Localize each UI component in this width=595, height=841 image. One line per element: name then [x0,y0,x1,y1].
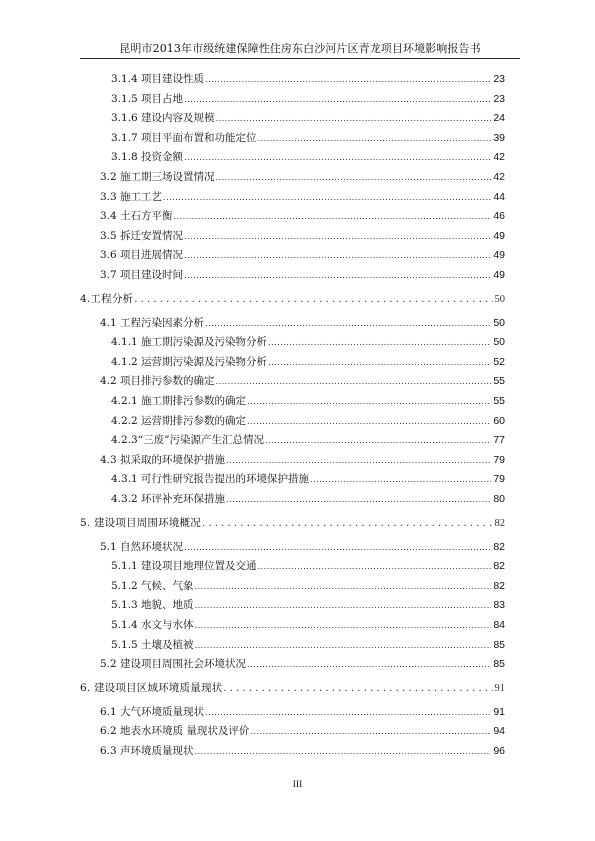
toc-entry-label: 3.7 项目建设时间 [100,269,184,281]
toc-leader-dots [184,268,491,284]
toc-entry-page: 24 [493,112,505,125]
toc-entry-page: 46 [493,210,505,223]
toc-entry-page: 23 [493,73,505,85]
toc-entry-label: 6.2 地表水环境质 量现状及评价 [100,725,250,738]
toc-entry-page: 83 [493,599,505,612]
toc-entry-label: 4.1 工程污染因素分析 [100,316,205,329]
toc-entry-page: 49 [493,249,505,262]
toc-entry[interactable] [111,558,505,574]
toc-entry[interactable] [80,291,505,307]
toc-entry-page: 50 [493,336,505,349]
toc-entry[interactable] [100,704,505,720]
toc-entry[interactable] [111,413,505,429]
toc-entry[interactable] [100,743,505,759]
toc-entry-page: 79 [493,453,505,466]
toc-leader-dots [184,92,491,108]
toc-entry[interactable] [100,247,505,263]
toc-entry-label: 5.1 自然环境状况 [100,540,184,553]
toc-leader-dots [258,559,492,575]
toc-entry[interactable] [100,723,505,739]
toc-entry[interactable] [111,110,505,126]
toc-leader-dots [163,190,491,206]
toc-entry-label: 4.3.2 环评补充环保措施 [111,493,226,505]
toc-leader-dots [226,492,491,508]
toc-entry-page: 82 [493,560,505,573]
toc-entry-label: 5.1.1 建设项目地理位置及交通 [111,560,257,573]
toc-entry[interactable] [80,680,505,696]
toc-entry-label: 5.1.4 水文与水体 [111,619,194,631]
toc-entry-page: 50 [494,293,505,305]
toc-leader-dots [216,111,492,127]
toc-entry-page: 55 [493,395,505,407]
toc-entry-label: 4.2.3“三废”污染源产生汇总情况 [111,434,264,447]
toc-entry-page: 23 [493,92,505,105]
toc-leader-dots [310,472,491,488]
toc-entry[interactable] [111,617,505,633]
toc-entry[interactable] [100,373,505,389]
toc-entry-label: 3.1.6 建设内容及规模 [111,112,215,125]
toc-entry-page: 60 [493,414,505,427]
toc-entry-page: 42 [493,171,505,183]
toc-entry[interactable] [100,208,505,224]
toc-entry-page: 79 [493,473,505,486]
toc-entry-page: 94 [493,725,505,738]
toc-entry[interactable] [111,71,505,87]
page-number: III [292,780,303,790]
toc-leader-dots [174,209,492,225]
running-header: 昆明市2013年市级统建保障性住房东白沙河片区青龙项目环境影响报告书 [119,42,481,55]
toc-entry-label: 3.1.5 项目占地 [111,92,184,105]
toc-leader-dots [184,150,491,166]
toc-entry-page: 85 [493,638,505,651]
toc-entry[interactable] [111,471,505,487]
toc-leader-dots [216,170,492,186]
toc-entry-page: 96 [493,745,505,757]
toc-entry[interactable] [111,597,505,613]
toc-entry[interactable] [111,578,505,594]
toc-leader-dots [184,229,491,245]
header-rule [80,58,520,59]
toc-entry-label: 3.1.7 项目平面布置和功能定位 [111,131,257,144]
toc-entry-page: 82 [493,540,505,553]
toc-entry-label: 3.5 拆迁安置情况 [100,229,184,242]
toc-leader-dots [226,453,491,469]
toc-entry[interactable] [100,189,505,205]
toc-entry[interactable] [111,91,505,107]
toc-entry[interactable] [111,130,505,146]
toc-entry-page: 49 [493,269,505,281]
toc-leader-dots [258,131,492,147]
toc-entry[interactable] [100,169,505,185]
toc-entry[interactable] [100,315,505,331]
toc-entry[interactable] [111,149,505,165]
toc-leader-dots [247,414,491,430]
toc-entry-label: 5. 建设项目周围环境概况 [80,516,201,529]
toc-leader-dots [184,248,491,264]
toc-entry-page: 39 [493,131,505,144]
toc-entry[interactable] [111,334,505,350]
toc-entry[interactable] [100,656,505,672]
toc-entry-label: 4.工程分析 [80,292,134,305]
toc-entry[interactable] [100,452,505,468]
toc-entry-label: 5.1.2 气候、气象 [111,579,194,592]
toc-entry[interactable] [80,515,505,531]
toc-entry-label: 3.1.4 项目建设性质 [111,73,205,85]
toc-entry[interactable] [111,354,505,370]
toc-entry-page: 80 [493,493,505,505]
toc-leader-dots [205,72,491,88]
toc-entry-label: 3.1.8 投资金额 [111,151,184,164]
toc-entry[interactable] [100,267,505,283]
toc-leader-dots [195,579,492,595]
toc-leader-dots [223,681,492,697]
toc-entry-label: 3.6 项目进展情况 [100,249,184,262]
toc-leader-dots [268,335,491,351]
toc-entry-label: 3.4 土石方平衡 [100,210,173,223]
toc-entry-page: 55 [493,375,505,388]
toc-entry-page: 42 [493,151,505,164]
toc-entry-label: 4.2 项目排污参数的确定 [100,375,215,388]
toc-entry-page: 91 [494,682,505,694]
toc-entry-page: 91 [493,705,505,718]
toc-entry[interactable] [111,491,505,507]
toc-leader-dots [247,394,491,410]
toc-leader-dots [184,540,491,556]
toc-leader-dots [195,598,492,614]
toc-entry-label: 5.1.5 土壤及植被 [111,638,194,651]
toc-entry-label: 6.1 大气环境质量现状 [100,705,205,718]
toc-entry-label: 5.1.3 地貌、地质 [111,599,194,612]
toc-entry-label: 6.3 声环境质量现状 [100,745,194,757]
toc-entry-label: 4.1.1 施工期污染源及污染物分析 [111,336,268,349]
toc-leader-dots [195,618,492,634]
toc-leader-dots [205,705,491,721]
toc-entry[interactable] [100,228,505,244]
toc-leader-dots [250,724,491,740]
toc-leader-dots [265,433,491,449]
toc-entry[interactable] [111,432,505,448]
toc-leader-dots [247,657,491,673]
toc-entry-page: 82 [494,517,505,529]
toc-leader-dots [195,638,492,654]
toc-entry[interactable] [111,393,505,409]
toc-entry-label: 4.2.2 运营期排污参数的确定 [111,414,247,427]
toc-entry-label: 6. 建设项目区域环境质量现状 [80,681,223,694]
toc-leader-dots [202,516,493,532]
toc-entry-label: 4.1.2 运营期污染源及污染物分析 [111,355,268,368]
toc-leader-dots [134,292,492,308]
toc-entry-label: 4.3 拟采取的环境保护措施 [100,453,226,466]
toc-entry-label: 4.3.1 可行性研究报告提出的环境保护措施 [111,473,310,486]
toc-leader-dots [268,355,491,371]
toc-entry-page: 52 [493,355,505,368]
toc-entry-page: 50 [493,316,505,329]
toc-leader-dots [216,374,492,390]
toc-entry-page: 82 [493,579,505,592]
toc-leader-dots [195,744,492,760]
toc-entry-label: 3.2 施工期三场设置情况 [100,171,215,183]
toc-entry-page: 85 [493,658,505,671]
toc-entry-page: 77 [493,434,505,447]
toc-entry[interactable] [100,539,505,555]
toc-entry-label: 5.2 建设项目周围社会环境状况 [100,658,247,671]
toc-entry-label: 3.3 施工工艺 [100,190,163,203]
toc-entry-label: 4.2.1 施工期排污参数的确定 [111,395,247,407]
toc-entry-page: 49 [493,229,505,242]
toc-leader-dots [205,316,491,332]
toc-entry-page: 84 [493,619,505,631]
toc-entry-page: 44 [493,190,505,203]
toc-entry[interactable] [111,637,505,653]
